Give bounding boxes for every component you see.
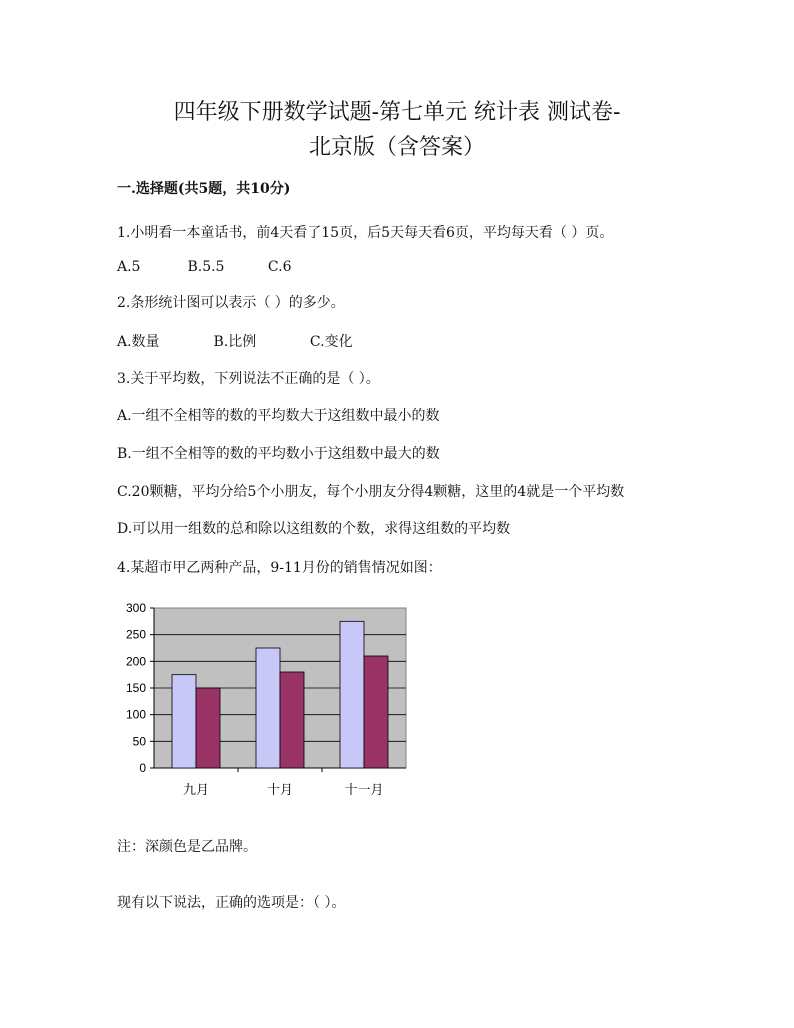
question-2-options [117, 331, 353, 351]
document-title-line-2: 北京版（含答案） [308, 135, 485, 160]
q1-option-a[interactable]: A.5 [117, 259, 141, 275]
y-tick-label: 150 [125, 681, 146, 695]
q3-option-b[interactable]: B.一组不全相等的数的平均数小于这组数中最大的数 [117, 446, 440, 462]
y-tick-label: 250 [125, 627, 146, 642]
q3-option-c[interactable]: C.20颗糖，平均分给5个小朋友，每个小朋友分得4颗糖，这里的4就是一个平均数 [117, 484, 625, 500]
x-tick-label: 九月 [182, 783, 210, 798]
bar [280, 672, 304, 768]
y-tick-label: 50 [132, 734, 146, 749]
bar [364, 656, 388, 768]
bar [340, 621, 364, 768]
bar [256, 648, 280, 768]
y-tick-label: 200 [125, 654, 146, 669]
question-1-stem: 1.小明看一本童话书，前4天看了15页，后5天每天看6页，平均每天看（ ）页。 [117, 225, 614, 241]
question-4-followup: 现有以下说法，正确的选项是：（ ）。 [117, 895, 346, 911]
question-2-stem: 2.条形统计图可以表示（ ）的多少。 [117, 295, 345, 311]
bar [196, 688, 220, 768]
q2-option-c[interactable]: C.变化 [309, 334, 353, 350]
y-tick-label: 0 [139, 761, 146, 775]
question-3-stem: 3.关于平均数，下列说法不正确的是（ ）。 [117, 371, 380, 387]
q3-option-d[interactable]: D.可以用一组数的总和除以这组数的个数，求得这组数的平均数 [117, 521, 511, 537]
question-1-options [117, 259, 291, 275]
sales-bar-chart [110, 595, 430, 810]
q2-option-b[interactable]: B.比例 [213, 334, 257, 350]
chart-note: 注：深颜色是乙品牌。 [117, 839, 257, 855]
q2-option-a[interactable]: A.数量 [117, 334, 160, 350]
q1-option-b[interactable]: B.5.5 [187, 259, 225, 275]
x-tick-label: 十月 [266, 783, 294, 798]
q1-option-c[interactable]: C.6 [267, 259, 292, 275]
y-tick-label: 100 [125, 707, 146, 722]
section-heading: 一.选择题(共5题，共10分) [117, 181, 291, 197]
q3-option-a[interactable]: A.一组不全相等的数的平均数大于这组数中最小的数 [117, 408, 440, 424]
bar [172, 675, 196, 768]
y-tick-label: 300 [125, 601, 146, 615]
document-title-line-1: 四年级下册数学试题-第七单元 统计表 测试卷- [173, 100, 621, 125]
x-tick-label: 十一月 [344, 783, 384, 798]
question-4-stem: 4.某超市甲乙两种产品，9-11月份的销售情况如图： [117, 560, 442, 576]
